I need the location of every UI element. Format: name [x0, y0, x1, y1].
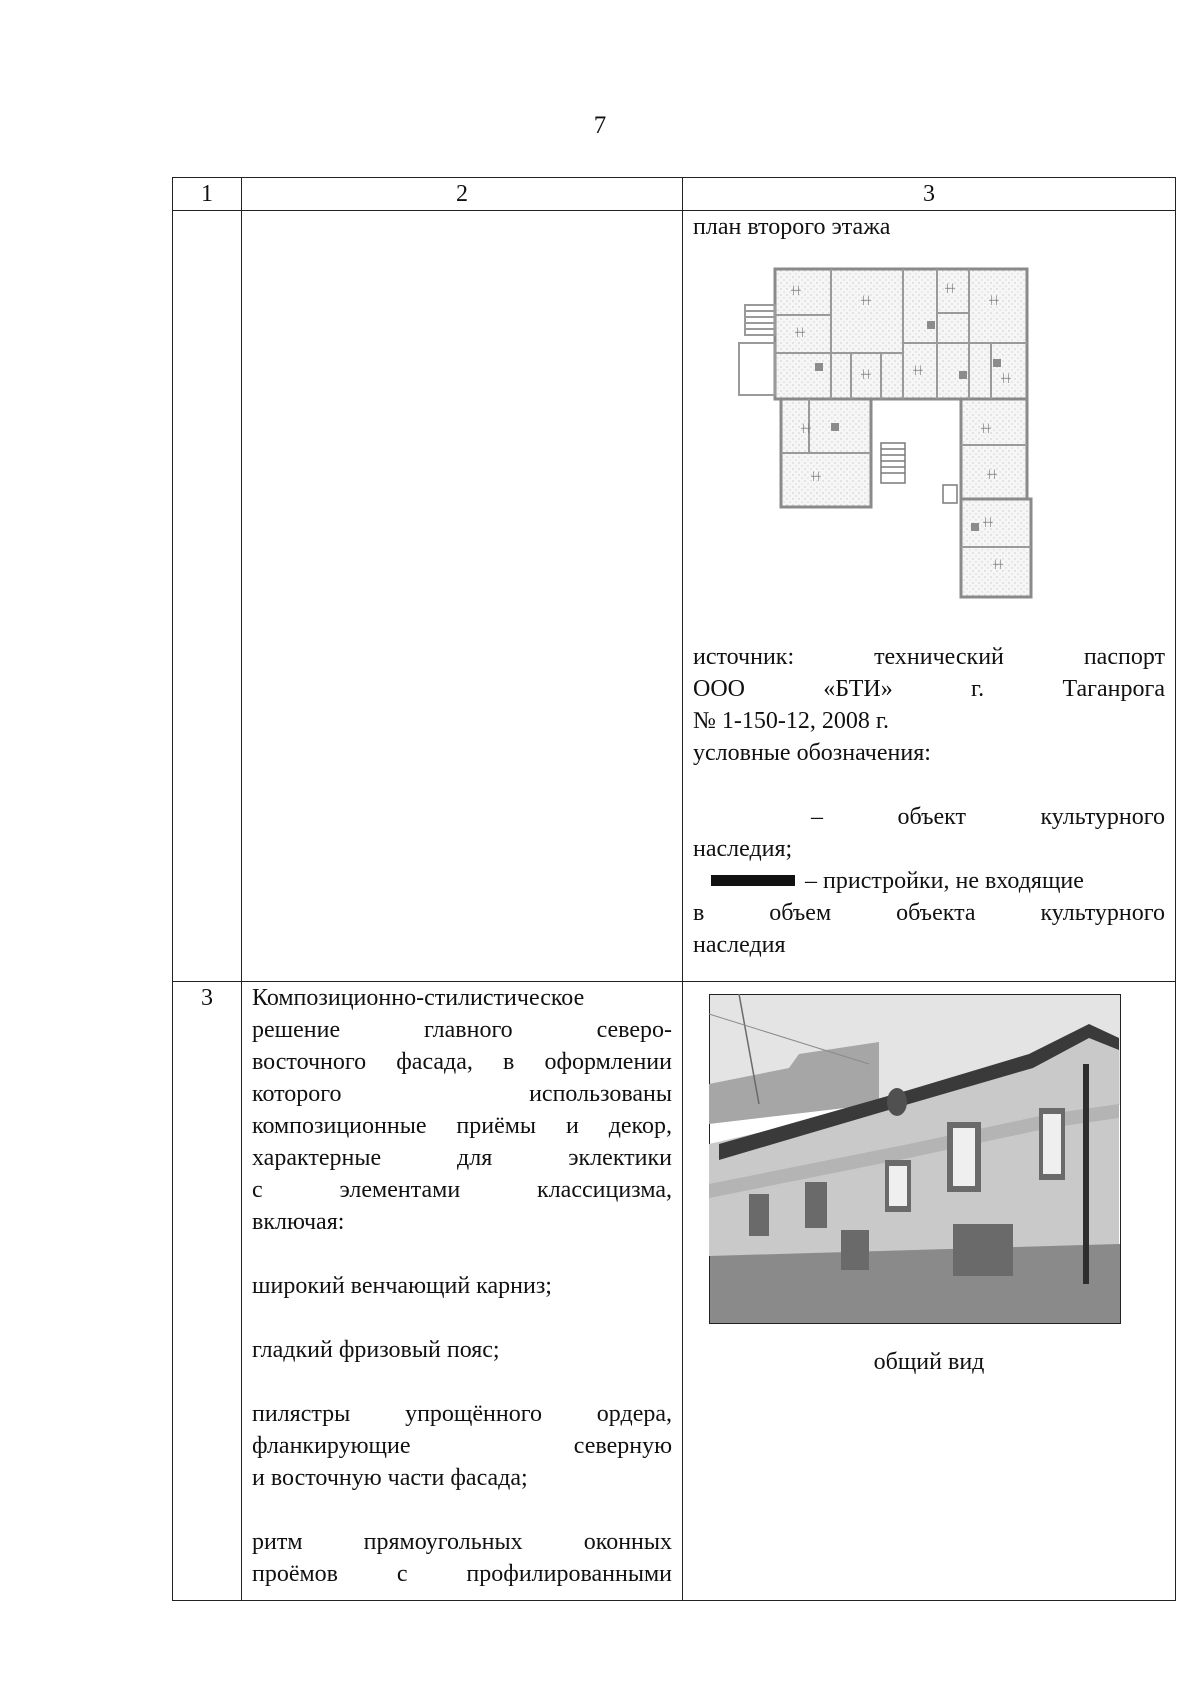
legend-heritage-text-cont: наследия;: [693, 836, 793, 862]
header-col-1: 1: [173, 178, 242, 211]
legend-title: условные обозначения:: [693, 740, 931, 766]
table-row: [173, 982, 1176, 1601]
second-floor-plan-image: [731, 263, 1085, 641]
facade-photo-drawing: [709, 994, 1121, 1324]
annex-legend-swatch: [711, 875, 795, 886]
svg-text:┼┼: ┼┼: [801, 424, 811, 433]
svg-text:┼┼: ┼┼: [981, 424, 991, 433]
legend-heritage-text: – объект культурного: [811, 804, 1165, 830]
page-number: 7: [593, 112, 607, 139]
item-window-rhythm: ритм прямоугольных оконных: [252, 1529, 672, 1555]
item-pilasters: и восточную части фасада;: [252, 1465, 528, 1491]
source-line-3: № 1-150-12, 2008 г.: [693, 708, 890, 734]
svg-text:┼┼: ┼┼: [795, 328, 805, 337]
facade-description-cell: [242, 982, 683, 1601]
svg-text:┼┼: ┼┼: [913, 366, 923, 375]
table-header-row: [173, 178, 1176, 211]
plan-title: план второго этажа: [693, 214, 891, 240]
svg-text:┼┼: ┼┼: [945, 284, 955, 293]
intro-line: с элементами классицизма,: [252, 1177, 672, 1203]
svg-text:┼┼: ┼┼: [983, 518, 993, 527]
item-window-rhythm: проёмов с профилированными: [252, 1561, 672, 1587]
source-line-2: ООО «БТИ» г. Таганрога: [693, 676, 1165, 702]
svg-text:┼┼: ┼┼: [811, 472, 821, 481]
svg-text:┼┼: ┼┼: [989, 296, 999, 305]
heritage-table: [172, 177, 1176, 1601]
row-a-number-cell: [173, 211, 242, 982]
header-col-3: 3: [683, 178, 1176, 211]
table-row: [173, 211, 1176, 982]
intro-line: Композиционно-стилистическое: [252, 985, 585, 1011]
facade-illustration-cell: [683, 982, 1176, 1601]
item-pilasters: фланкирующие северную: [252, 1433, 672, 1459]
intro-line: которого использованы: [252, 1081, 672, 1107]
intro-line: решение главного северо-: [252, 1017, 672, 1043]
legend-annex-text-end: наследия: [693, 932, 786, 958]
svg-text:┼┼: ┼┼: [1001, 374, 1011, 383]
item-pilasters: пилястры упрощённого ордера,: [252, 1401, 672, 1427]
row-number: 3: [173, 982, 242, 1601]
header-col-2: 2: [242, 178, 683, 211]
svg-text:┼┼: ┼┼: [861, 370, 871, 379]
item-frieze: гладкий фризовый пояс;: [252, 1337, 500, 1363]
legend-annex-row: [693, 865, 1165, 897]
svg-text:┼┼: ┼┼: [791, 286, 801, 295]
intro-line: включая:: [252, 1209, 345, 1235]
svg-text:┼┼: ┼┼: [861, 296, 871, 305]
legend-annex-text: – пристройки, не входящие: [805, 868, 1084, 894]
source-line-1: источник: технический паспорт: [693, 644, 1165, 670]
facade-photo: [709, 994, 1121, 1324]
legend-annex-text-cont: в объем объекта культурного: [693, 900, 1165, 926]
floor-plan-drawing: [731, 263, 1085, 641]
svg-text:┼┼: ┼┼: [993, 560, 1003, 569]
intro-line: характерные для эклектики: [252, 1145, 672, 1171]
svg-text:┼┼: ┼┼: [987, 470, 997, 479]
intro-line: композиционные приёмы и декор,: [252, 1113, 672, 1139]
item-cornice: широкий венчающий карниз;: [252, 1273, 552, 1299]
intro-line: восточного фасада, в оформлении: [252, 1049, 672, 1075]
row-a-description-cell: [242, 211, 683, 982]
photo-caption: общий вид: [873, 1349, 985, 1375]
row-a-illustration-cell: [683, 211, 1176, 982]
